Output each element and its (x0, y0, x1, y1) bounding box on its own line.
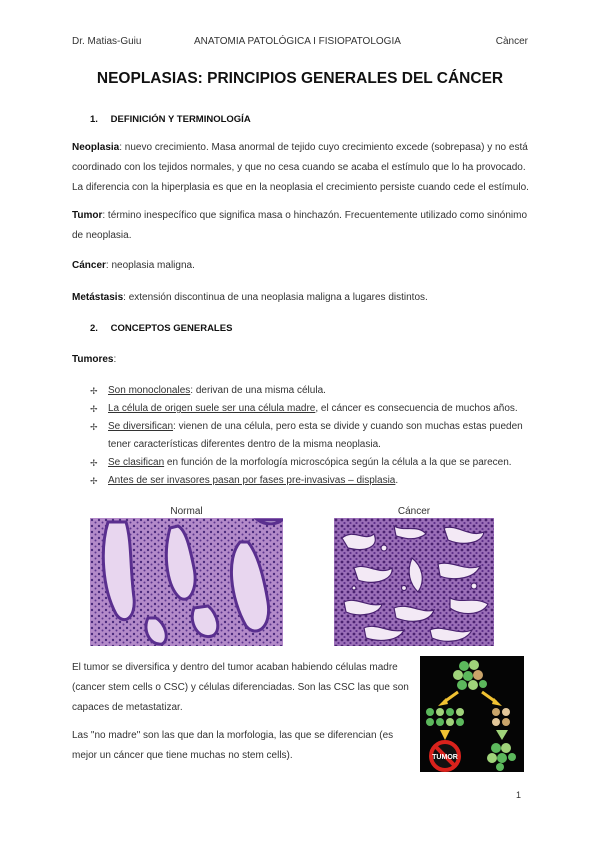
header-course: ANATOMIA PATOLÓGICA I FISIOPATOLOGIA (194, 36, 401, 47)
cancer-histology-image (334, 518, 494, 646)
section-1-number: 1. (90, 114, 98, 125)
metastasis-text: : extensión discontinua de una neoplasia maligna a lugares distintos. (123, 292, 428, 303)
bullet-icon: ✢ (90, 404, 98, 414)
bullet-3-rest: : vienen de una célula, pero esta se divide y cuando son muchas estas pueden (173, 421, 523, 432)
csc-diagram (420, 656, 524, 772)
section-2-title: CONCEPTOS GENERALES (110, 323, 233, 334)
tumores-subheading (72, 350, 530, 370)
csc-line-2: (cancer stem cells o CSC) y células diferenciadas. Son las CSC las que son (72, 682, 409, 693)
tumores-label: Tumores (72, 354, 114, 365)
tumor-term: Tumor (72, 210, 103, 221)
cancer-definition (72, 256, 530, 276)
bullet-3-underlined: Se diversifican (108, 421, 174, 432)
bullet-icon: ✢ (90, 476, 98, 486)
list-item (90, 400, 530, 418)
list-item (90, 454, 530, 472)
cancer-text: : neoplasia maligna. (105, 260, 195, 271)
list-item (90, 418, 530, 454)
document-title: NEOPLASIAS: PRINCIPIOS GENERALES DEL CÁNCER (96, 70, 504, 87)
list-item (90, 472, 530, 490)
cancer-tissue-illustration (334, 518, 494, 646)
csc2-line-2: mejor un cáncer que tiene muchas no stem cells). (72, 750, 293, 761)
metastasis-term: Metástasis (72, 292, 124, 303)
page-number: 1 (516, 790, 522, 800)
section-1-title: DEFINICIÓN Y TERMINOLOGÍA (110, 114, 251, 125)
bullet-4-underlined: Se clasifican (108, 457, 165, 468)
csc2-line-1: Las "no madre" son las que dan la morfologia, las que se diferencian (es (72, 730, 394, 741)
header-topic: Càncer (495, 36, 528, 47)
neoplasia-definition (72, 138, 530, 198)
neoplasia-term: Neoplasia (72, 142, 120, 153)
neoplasia-line-3: La diferencia con la hiperplasia es que en la neoplasia el crecimiento persiste cuando cede el estímulo. (72, 182, 529, 193)
bullet-4-rest: en función de la morfología microscópica según la célula a la que se parecen. (164, 457, 512, 468)
tumor-properties-list (90, 382, 530, 490)
section-2-heading (90, 323, 232, 334)
tumor-line-1: : término inespecífico que significa masa o hinchazón. Frecuentemente utilizado como sinónimo (102, 210, 528, 221)
list-item (90, 382, 530, 400)
csc-line-1: El tumor se diversifica y dentro del tumor acaban habiendo células madre (72, 662, 398, 673)
bullet-5-rest: . (395, 475, 399, 486)
section-1-heading (90, 114, 251, 125)
top-cell-cluster (453, 660, 487, 690)
bullet-1-underlined: Son monoclonales (108, 385, 191, 396)
bullet-icon: ✢ (90, 386, 98, 396)
left-cell-row (426, 708, 464, 726)
bullet-3-rest-2: tener características diferentes dentro de la misma neoplasia. (108, 439, 381, 450)
csc-paragraph-1 (72, 658, 412, 718)
neoplasia-line-2: coordinado con los tejidos normales, y que no cesa cuando se acaba el estímulo que lo ha provocado. (72, 162, 526, 173)
bullet-5-underlined: Antes de ser invasores pasan por fases pre-invasivas – displasia (108, 475, 396, 486)
cancer-stem-cell-figure (420, 656, 524, 772)
csc-line-3: capaces de metastatizar. (72, 702, 183, 713)
tumor-line-2: de neoplasia. (72, 230, 132, 241)
bullet-2-underlined: La célula de origen suele ser una célula madre (108, 403, 316, 414)
no-tumor-label: TUMOR (432, 754, 458, 761)
cancer-image-caption: Cáncer (397, 506, 431, 517)
header-author: Dr. Matias-Guiu (72, 36, 142, 47)
bullet-2-rest: , el cáncer es consecuencia de muchos años. (315, 403, 518, 414)
csc-paragraph-2 (72, 726, 412, 766)
normal-image-caption: Normal (170, 506, 203, 517)
normal-tissue-illustration (90, 518, 283, 646)
section-2-number: 2. (90, 323, 98, 334)
bullet-icon: ✢ (90, 458, 98, 468)
page-header (72, 36, 528, 50)
cancer-term: Cáncer (72, 260, 106, 271)
bullet-icon: ✢ (90, 422, 98, 432)
neoplasia-line-1: : nuevo crecimiento. Masa anormal de tejido cuyo crecimiento excede (sobrepasa) y no está (119, 142, 528, 153)
tumores-colon: : (113, 354, 117, 365)
no-tumor-sign-icon (431, 742, 459, 770)
tumor-definition (72, 206, 530, 246)
right-cell-cluster (492, 708, 510, 726)
bullet-1-rest: : derivan de una misma célula. (190, 385, 326, 396)
bottom-cell-cluster (487, 743, 516, 771)
normal-histology-image (90, 518, 283, 646)
metastasis-definition (72, 288, 530, 308)
